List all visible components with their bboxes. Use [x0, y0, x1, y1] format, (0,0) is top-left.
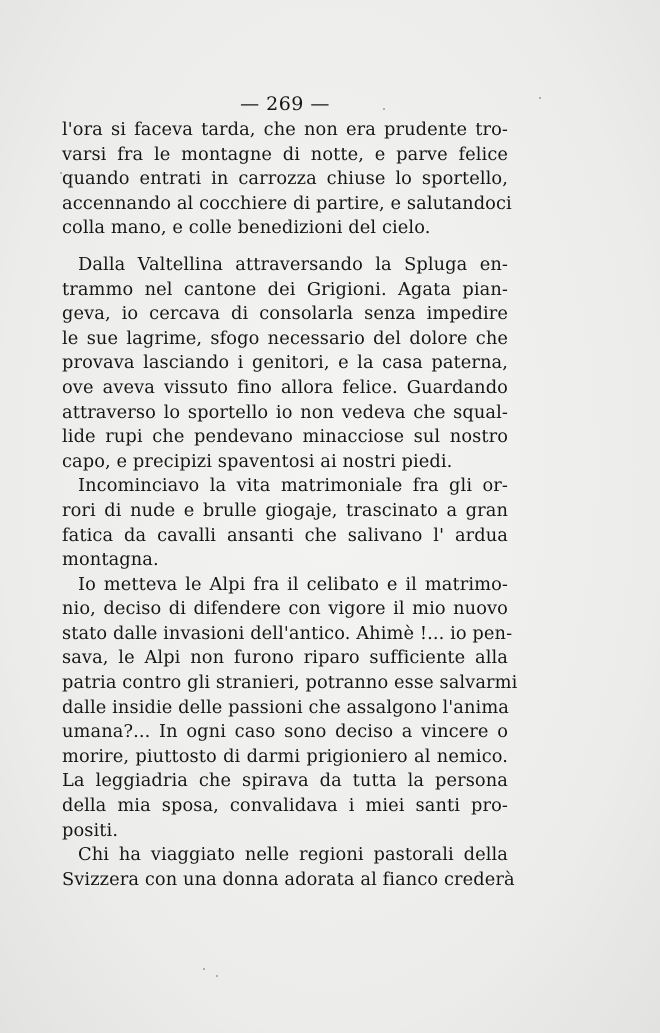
- paragraph: [62, 253, 508, 474]
- text-line: rori di nude e brulle giogaje, trascinato a gran: [62, 499, 508, 521]
- text-line: capo, e precipizi spaventosi ai nostri piedi.: [62, 450, 453, 472]
- text-line: stato dalle invasioni dell'antico. Ahimè !... io pen-: [62, 622, 513, 644]
- text-line: Io metteva le Alpi fra il celibato e il matrimo-: [78, 573, 508, 595]
- text-line: Chi ha viaggiato nelle regioni pastorali della: [78, 844, 508, 866]
- text-line: provava lasciando i genitori, e la casa paterna,: [62, 352, 508, 374]
- text-line: varsi fra le montagne di notte, e parve felice: [62, 143, 508, 165]
- scan-speck: [203, 968, 205, 970]
- text-line: patria contro gli stranieri, potranno esse salvarmi: [62, 672, 518, 694]
- text-line: colla mano, e colle benedizioni del cielo.: [62, 217, 431, 239]
- text-line: della mia sposa, convalidava i miei santi pro-: [62, 795, 508, 817]
- text-line: le sue lagrime, sfogo necessario del dolore che: [62, 327, 508, 349]
- text-line: lide rupi che pendevano minacciose sul nostro: [62, 426, 508, 448]
- text-line: accennando al cocchiere di partire, e salutandoci: [62, 192, 512, 214]
- paragraph: [62, 573, 518, 844]
- scan-speck: [60, 172, 62, 174]
- text-line: nio, deciso di difendere con vigore il mio nuovo: [62, 598, 508, 620]
- text-line: positi.: [62, 819, 119, 841]
- text-line: attraverso lo sportello io non vedeva che squal-: [62, 401, 508, 423]
- scan-speck: [216, 975, 218, 977]
- text-line: sava, le Alpi non furono riparo sufficiente alla: [62, 647, 508, 669]
- text-line: l'ora si faceva tarda, che non era prudente tro-: [62, 119, 508, 140]
- page-number: — 269 —: [240, 93, 330, 115]
- text-line: Dalla Valtellina attraversando la Spluga en-: [78, 253, 508, 275]
- text-line: Incominciavo la vita matrimoniale fra gli or-: [78, 475, 508, 497]
- paragraph: [62, 843, 515, 892]
- text-line: Svizzera con una donna adorata al fianco crederà: [62, 868, 515, 890]
- text-line: morire, piuttosto di darmi prigioniero al nemico.: [62, 745, 508, 767]
- text-line: dalle insidie delle passioni che assalgono l'anima: [62, 696, 509, 718]
- scan-speck: [383, 108, 385, 110]
- text-line: fatica da cavalli ansanti che salivano l' ardua: [62, 524, 508, 546]
- paragraph: [62, 118, 512, 241]
- paragraph-gap: [62, 241, 508, 253]
- text-line: La leggiadria che spirava da tutta la persona: [62, 770, 508, 792]
- text-line: montagna.: [62, 549, 159, 571]
- scan-speck: [539, 97, 541, 99]
- text-line: trammo nel cantone dei Grigioni. Agata pian-: [62, 278, 508, 300]
- text-line: ove aveva vissuto fino allora felice. Guardando: [62, 376, 508, 398]
- text-line: quando entrati in carrozza chiuse lo sportello,: [62, 168, 508, 190]
- text-line: geva, io cercava di consolarla senza impedire: [62, 303, 508, 325]
- body-text: [62, 118, 518, 892]
- text-line: umana?... In ogni caso sono deciso a vincere o: [62, 721, 508, 743]
- paragraph: [62, 474, 508, 572]
